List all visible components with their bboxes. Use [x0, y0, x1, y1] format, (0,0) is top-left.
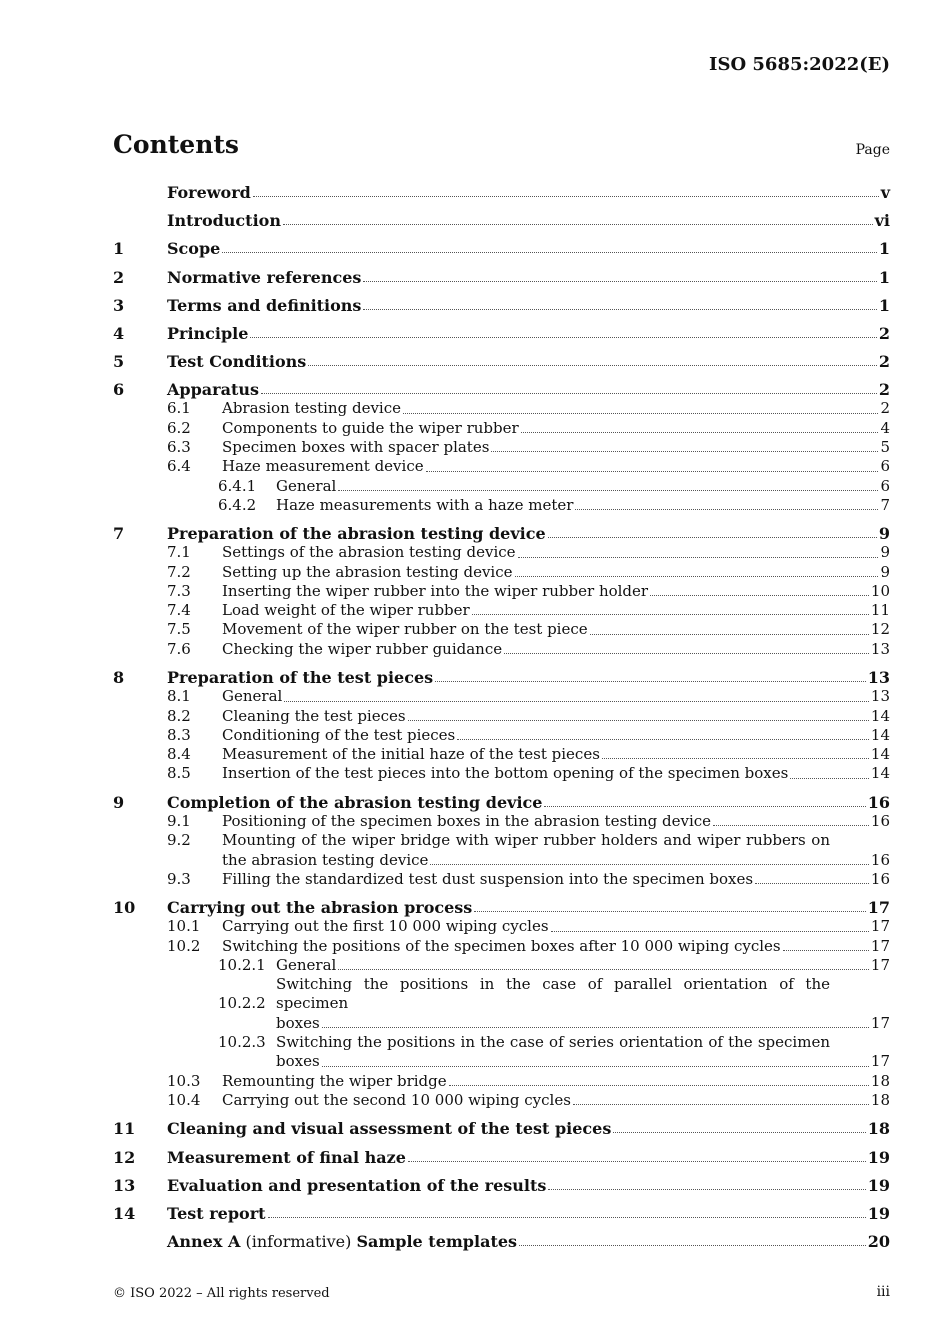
- toc-entry-number: 10.4: [167, 1090, 201, 1109]
- toc-entry-title: Switching the positions in the case of parallel orientation of the specimen: [276, 975, 830, 1013]
- toc-entry-page: 14: [870, 745, 890, 764]
- toc-entry-number: 14: [113, 1204, 136, 1224]
- dot-leader: [504, 653, 869, 654]
- toc-entry-page: 13: [870, 639, 890, 658]
- dot-leader: [261, 393, 877, 394]
- dot-leader: [575, 509, 878, 510]
- dot-leader: [222, 252, 877, 253]
- toc-entry-title: Mounting of the wiper bridge with wiper rubber holders and wiper rubbers on: [222, 831, 830, 850]
- annex-label: Annex A: [167, 1232, 241, 1252]
- toc-entry-page: 17: [870, 917, 890, 936]
- toc-entry-number: 2: [113, 267, 125, 287]
- toc-entry-number: 6: [113, 380, 125, 400]
- toc-entry-page: 1: [878, 239, 890, 259]
- toc-entry-title: Apparatus: [167, 380, 259, 400]
- toc-entry-title: Conditioning of the test pieces: [222, 725, 456, 744]
- dot-leader: [430, 864, 868, 865]
- toc-entry-title-continued: boxes: [276, 1013, 320, 1032]
- toc-entry-title: Abrasion testing device: [222, 399, 401, 418]
- dot-leader: [338, 490, 878, 491]
- toc-entry[interactable]: [113, 1072, 890, 1091]
- dot-leader: [408, 720, 869, 721]
- toc-entry-page: 17: [870, 955, 890, 974]
- toc-entry-number: 10.2.3: [218, 1033, 266, 1052]
- toc-entry-number: 8: [113, 668, 125, 688]
- dot-leader: [253, 196, 879, 197]
- toc-entry-number: 9.1: [167, 811, 191, 830]
- toc-entry-page: 18: [870, 1071, 890, 1090]
- toc-entry-number: 6.4.2: [218, 495, 257, 514]
- toc-entry-page: 1: [878, 267, 890, 287]
- toc-entry-page: 19: [867, 1204, 890, 1224]
- toc-entry-page: 18: [870, 1090, 890, 1109]
- dot-leader: [338, 969, 869, 970]
- toc-entry[interactable]: [113, 812, 890, 831]
- toc-entry-title: Scope: [167, 239, 221, 259]
- toc-entry-title: Switching the positions of the specimen boxes after 10 000 wiping cycles: [222, 936, 781, 955]
- toc-entry-page: 17: [870, 936, 890, 955]
- toc-entry-title: Filling the standardized test dust suspension into the specimen boxes: [222, 869, 754, 888]
- toc-entry-number: 8.3: [167, 725, 191, 744]
- toc-entry-number: 7.4: [167, 601, 191, 620]
- toc-entry[interactable]: [113, 296, 890, 315]
- toc-entry[interactable]: [113, 399, 890, 418]
- toc-entry-page: 2: [880, 399, 890, 418]
- toc-entry-title: Remounting the wiper bridge: [222, 1071, 447, 1090]
- toc-entry-title: Preparation of the test pieces: [167, 668, 434, 688]
- toc-entry-number: 10.2: [167, 936, 201, 955]
- toc-entry-number: 7.3: [167, 581, 191, 600]
- toc-entry-title: Specimen boxes with spacer plates: [222, 437, 490, 456]
- toc-entry-continuation[interactable]: [113, 1014, 890, 1033]
- annex-type: (informative): [240, 1232, 357, 1252]
- toc-entry[interactable]: [113, 352, 890, 371]
- toc-entry-page: 18: [867, 1119, 890, 1139]
- toc-entry-number: 5: [113, 352, 125, 372]
- toc-entry[interactable]: [113, 380, 890, 399]
- standard-number: ISO 5685:2022(E): [709, 54, 890, 75]
- toc-entry-number: 10.1: [167, 917, 201, 936]
- toc-entry[interactable]: [113, 183, 890, 202]
- toc-entry[interactable]: [113, 524, 890, 543]
- toc-entry-title: Haze measurements with a haze meter: [276, 495, 574, 514]
- toc-entry-number: 13: [113, 1175, 136, 1195]
- toc-entry-page: 9: [880, 543, 890, 562]
- toc-entry[interactable]: [113, 1204, 890, 1223]
- toc-entry-page: 6: [880, 457, 890, 476]
- toc-entry-title: [167, 1232, 517, 1251]
- dot-leader: [544, 806, 865, 807]
- toc-entry[interactable]: [113, 563, 890, 582]
- toc-entry-title: Measurement of final haze: [167, 1147, 406, 1167]
- copyright-notice: © ISO 2022 – All rights reserved: [113, 1286, 330, 1301]
- toc-entry-number: 6.2: [167, 418, 191, 437]
- toc-entry[interactable]: [113, 745, 890, 764]
- toc-entry-title: Checking the wiper rubber guidance: [222, 639, 503, 658]
- toc-entry-title: Setting up the abrasion testing device: [222, 562, 513, 581]
- toc-entry-page: 14: [870, 764, 890, 783]
- toc-entry-title: Carrying out the abrasion process: [167, 898, 473, 918]
- toc-entry-page: 19: [867, 1175, 890, 1195]
- toc-entry-number: 6.4: [167, 457, 191, 476]
- toc-entry-page: 4: [880, 418, 890, 437]
- toc-entry-page: 6: [880, 476, 890, 495]
- toc-entry[interactable]: [113, 898, 890, 917]
- dot-leader: [308, 365, 877, 366]
- toc-entry-page: 20: [867, 1232, 890, 1252]
- toc-entry[interactable]: [113, 1091, 890, 1110]
- toc-entry-page: 17: [870, 1052, 890, 1071]
- toc-entry-page: 16: [870, 850, 890, 869]
- toc-entry-page: 13: [867, 668, 890, 688]
- toc-entry-title: Load weight of the wiper rubber: [222, 601, 470, 620]
- toc-entry-title: Completion of the abrasion testing device: [167, 792, 543, 812]
- dot-leader: [491, 451, 878, 452]
- toc-entry-number: 6.1: [167, 399, 191, 418]
- dot-leader: [650, 595, 869, 596]
- toc-entry-number: 12: [113, 1147, 136, 1167]
- toc-entry-title: Principle: [167, 323, 249, 343]
- toc-entry-title: Preparation of the abrasion testing device: [167, 524, 546, 544]
- dot-leader: [363, 281, 876, 282]
- toc-entry[interactable]: [113, 1033, 890, 1052]
- table-of-contents: [113, 183, 890, 1251]
- toc-entry-number: 8.2: [167, 706, 191, 725]
- toc-entry-number: 8.4: [167, 745, 191, 764]
- toc-entry-number: 10.3: [167, 1071, 201, 1090]
- dot-leader: [515, 576, 879, 577]
- toc-entry[interactable]: [113, 831, 890, 850]
- toc-entry-title: Evaluation and presentation of the results: [167, 1175, 547, 1195]
- toc-entry-title: General: [276, 955, 337, 974]
- dot-leader: [519, 1245, 866, 1246]
- toc-entry[interactable]: [113, 582, 890, 601]
- toc-entry-continuation[interactable]: [113, 851, 890, 870]
- dot-leader: [472, 614, 869, 615]
- toc-entry-page: 19: [867, 1147, 890, 1167]
- toc-entry[interactable]: [113, 543, 890, 562]
- toc-entry-number: 7.2: [167, 562, 191, 581]
- dot-leader: [426, 471, 879, 472]
- toc-entry[interactable]: [113, 1176, 890, 1195]
- toc-entry-page: 12: [870, 620, 890, 639]
- dot-leader: [268, 1217, 866, 1218]
- dot-leader: [449, 1085, 869, 1086]
- dot-leader: [613, 1132, 865, 1133]
- dot-leader: [363, 309, 876, 310]
- dot-leader: [403, 413, 878, 414]
- toc-entry-number: 3: [113, 295, 125, 315]
- toc-entry-continuation[interactable]: [113, 1052, 890, 1071]
- annex-title: Sample templates: [356, 1232, 518, 1252]
- toc-entry-number: 8.5: [167, 764, 191, 783]
- toc-entry-page: 2: [878, 380, 890, 400]
- toc-entry-number: 7.5: [167, 620, 191, 639]
- toc-entry-page: 7: [880, 495, 890, 514]
- dot-leader: [590, 634, 869, 635]
- toc-entry-number: 6.3: [167, 437, 191, 456]
- toc-entry-title: Inserting the wiper rubber into the wiper rubber holder: [222, 581, 649, 600]
- toc-entry[interactable]: [113, 477, 890, 496]
- toc-entry-title: Terms and definitions: [167, 295, 362, 315]
- toc-entry-title: Carrying out the second 10 000 wiping cycles: [222, 1090, 571, 1109]
- toc-entry[interactable]: [113, 937, 890, 956]
- toc-entry-title-continued: boxes: [276, 1052, 320, 1071]
- toc-entry-number: 8.1: [167, 687, 191, 706]
- toc-entry-number: 11: [113, 1119, 136, 1139]
- toc-entry-page: 17: [870, 1013, 890, 1032]
- toc-entry-number: 7.6: [167, 639, 191, 658]
- toc-entry[interactable]: [113, 1148, 890, 1167]
- toc-entry-title: Positioning of the specimen boxes in the abrasion testing device: [222, 811, 712, 830]
- toc-entry-number: 7: [113, 524, 125, 544]
- dot-leader: [521, 432, 879, 433]
- toc-entry-number: 10.2.1: [218, 955, 266, 974]
- dot-leader: [322, 1066, 869, 1067]
- dot-leader: [548, 537, 877, 538]
- toc-entry[interactable]: [113, 793, 890, 812]
- dot-leader: [250, 337, 876, 338]
- toc-entry[interactable]: [113, 707, 890, 726]
- toc-entry-title: Movement of the wiper rubber on the test piece: [222, 620, 588, 639]
- toc-entry-title: Measurement of the initial haze of the test pieces: [222, 745, 600, 764]
- dot-leader: [573, 1104, 869, 1105]
- page-column-label: Page: [855, 142, 890, 158]
- toc-entry[interactable]: [113, 419, 890, 438]
- toc-entry-page: 16: [870, 811, 890, 830]
- toc-entry[interactable]: [113, 726, 890, 745]
- toc-entry[interactable]: [113, 211, 890, 230]
- toc-entry-page: 14: [870, 706, 890, 725]
- toc-entry-number: 1: [113, 239, 125, 259]
- toc-entry[interactable]: [113, 457, 890, 476]
- toc-entry[interactable]: [113, 268, 890, 287]
- toc-entry[interactable]: [113, 668, 890, 687]
- dot-leader: [435, 681, 866, 682]
- toc-entry-page: 2: [878, 352, 890, 372]
- dot-leader: [408, 1161, 866, 1162]
- dot-leader: [284, 701, 869, 702]
- toc-entry-page: vi: [874, 211, 890, 231]
- toc-entry-title: Insertion of the test pieces into the bottom opening of the specimen boxes: [222, 764, 789, 783]
- toc-entry[interactable]: [113, 496, 890, 515]
- toc-entry[interactable]: [113, 601, 890, 620]
- toc-entry-page: v: [880, 183, 890, 202]
- toc-entry-page: 14: [870, 725, 890, 744]
- dot-leader: [790, 778, 869, 779]
- toc-entry[interactable]: [113, 324, 890, 343]
- toc-entry-number: 10.2.2: [218, 994, 266, 1013]
- dot-leader: [322, 1027, 869, 1028]
- toc-entry-page: 16: [867, 792, 890, 812]
- toc-entry-page: 17: [867, 898, 890, 918]
- toc-entry-page: 5: [880, 437, 890, 456]
- toc-entry-title: Switching the positions in the case of series orientation of the specimen: [276, 1033, 830, 1052]
- toc-entry[interactable]: [113, 956, 890, 975]
- toc-entry-page: 1: [878, 295, 890, 315]
- dot-leader: [548, 1189, 865, 1190]
- toc-entry-number: 9: [113, 792, 125, 812]
- dot-leader: [474, 911, 865, 912]
- toc-entry-page: 10: [870, 581, 890, 600]
- toc-entry[interactable]: [113, 764, 890, 783]
- toc-entry[interactable]: [113, 687, 890, 706]
- toc-entry-number: 7.1: [167, 543, 191, 562]
- page-number: iii: [876, 1284, 890, 1300]
- dot-leader: [713, 825, 869, 826]
- toc-entry[interactable]: [113, 870, 890, 889]
- toc-entry-title: Cleaning the test pieces: [222, 706, 406, 725]
- toc-entry-title: Test Conditions: [167, 352, 307, 372]
- dot-leader: [602, 758, 869, 759]
- toc-entry-page: 9: [880, 562, 890, 581]
- dot-leader: [755, 883, 869, 884]
- toc-entry-title: Test report: [167, 1204, 266, 1224]
- dot-leader: [783, 950, 869, 951]
- toc-entry-title: Cleaning and visual assessment of the test pieces: [167, 1119, 612, 1139]
- toc-entry-title: General: [222, 687, 283, 706]
- toc-entry-page: 16: [870, 869, 890, 888]
- toc-entry-title: Foreword: [167, 183, 251, 202]
- toc-entry-page: 11: [870, 601, 890, 620]
- toc-entry[interactable]: [113, 239, 890, 258]
- toc-entry-number: 9.3: [167, 869, 191, 888]
- toc-entry[interactable]: [113, 640, 890, 659]
- toc-entry-title: Introduction: [167, 211, 281, 231]
- dot-leader: [518, 557, 879, 558]
- dot-leader: [457, 739, 869, 740]
- toc-entry[interactable]: [113, 620, 890, 639]
- toc-entry-page: 13: [870, 687, 890, 706]
- dot-leader: [283, 224, 873, 225]
- toc-entry-title: Settings of the abrasion testing device: [222, 543, 516, 562]
- toc-entry-page: 9: [878, 524, 890, 544]
- toc-entry[interactable]: [113, 917, 890, 936]
- dot-leader: [551, 931, 869, 932]
- toc-entry[interactable]: [113, 438, 890, 457]
- toc-entry-title-continued: the abrasion testing device: [222, 850, 429, 869]
- toc-entry-title: General: [276, 476, 337, 495]
- toc-entry-title: Components to guide the wiper rubber: [222, 418, 519, 437]
- page-title: Contents: [113, 130, 240, 159]
- toc-entry[interactable]: [113, 1119, 890, 1138]
- toc-entry-title: Normative references: [167, 267, 362, 287]
- toc-entry-number: 6.4.1: [218, 476, 257, 495]
- toc-entry[interactable]: [113, 975, 890, 1014]
- toc-entry-number: 9.2: [167, 831, 191, 850]
- toc-entry-number: 10: [113, 898, 136, 918]
- toc-entry-number: 4: [113, 323, 125, 343]
- toc-entry-title: Haze measurement device: [222, 457, 424, 476]
- toc-entry-title: Carrying out the first 10 000 wiping cycles: [222, 917, 549, 936]
- toc-entry[interactable]: [113, 1232, 890, 1251]
- toc-entry-page: 2: [878, 323, 890, 343]
